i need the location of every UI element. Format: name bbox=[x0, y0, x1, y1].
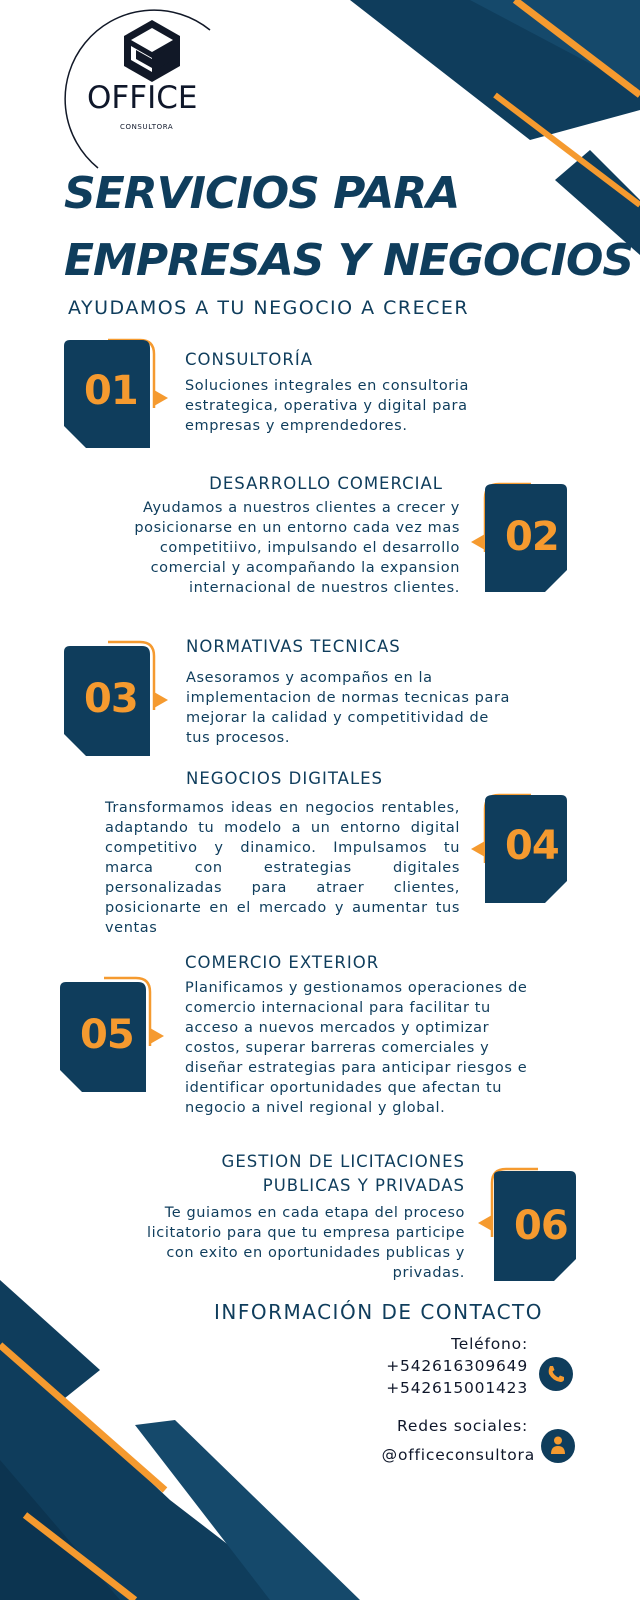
phone-number-2[interactable]: +542615001423 bbox=[386, 1379, 528, 1397]
service-badge-02 bbox=[465, 482, 585, 602]
service-number: 03 bbox=[84, 676, 138, 722]
service-title-03: NORMATIVAS TECNICAS bbox=[186, 637, 401, 656]
brand-tagline: CONSULTORA bbox=[120, 123, 174, 131]
service-badge-06 bbox=[472, 1167, 592, 1287]
service-badge-01 bbox=[62, 338, 182, 458]
contact-title: INFORMACIÓN DE CONTACTO bbox=[214, 1300, 543, 1324]
service-title-04: NEGOCIOS DIGITALES bbox=[186, 769, 384, 788]
service-number: 01 bbox=[84, 368, 138, 414]
social-label: Redes sociales: bbox=[396, 1417, 528, 1435]
social-handle[interactable]: @officeconsultora bbox=[381, 1446, 535, 1464]
phone-number-1[interactable]: +542616309649 bbox=[386, 1357, 528, 1375]
brand-name: OFFICE bbox=[87, 80, 198, 116]
service-text-01: Soluciones integrales en consultoria estrategica, operativa y digital para empresas y emprendedores. bbox=[185, 378, 469, 434]
service-text-06: Te guiamos en cada etapa del proceso licitatorio para que tu empresa participe con exito en oportunidades publicas y privadas. bbox=[147, 1205, 465, 1281]
service-badge-05 bbox=[58, 976, 178, 1096]
arrow-right-icon bbox=[150, 1028, 164, 1044]
service-badge-03 bbox=[62, 640, 182, 760]
arrow-right-icon bbox=[154, 692, 168, 708]
service-number: 02 bbox=[505, 514, 559, 560]
service-text-05: Planificamos y gestionamos operaciones de comercio internacional para facilitar tu acceso a nuevos mercados y optimizar costos, superar barreras comerciales y diseñar estrategias para anticipar riesgos e identificar oportunidades que afectan tu negocio a nivel regional y global. bbox=[185, 980, 528, 1116]
service-number: 05 bbox=[80, 1012, 134, 1058]
service-title-02: DESARROLLO COMERCIAL bbox=[209, 474, 443, 493]
service-title-05: COMERCIO EXTERIOR bbox=[185, 953, 380, 972]
service-text-04: Transformamos ideas en negocios rentables, adaptando tu modelo a un entorno digital competitivo y dinamico. Impulsamos tu marca con estrategias digitales personalizadas para atraer clientes, posicionarte en el mercado y aumentar tus ventas bbox=[105, 800, 460, 936]
page-title-line2: EMPRESAS Y NEGOCIOS bbox=[64, 235, 634, 286]
arrow-left-icon bbox=[471, 841, 485, 857]
service-text-02: Ayudamos a nuestros clientes a crecer y posicionarse en un entorno cada vez mas competitiivo, impulsando el desarrollo comercial y acompañando la expansion internacional de nuestros clientes. bbox=[134, 500, 460, 596]
service-title-01: CONSULTORÍA bbox=[185, 350, 314, 369]
person-icon bbox=[541, 1429, 575, 1463]
service-title-06-line1: GESTION DE LICITACIONES bbox=[221, 1152, 465, 1171]
service-number: 04 bbox=[505, 823, 559, 869]
service-badge-04 bbox=[465, 793, 585, 913]
service-text-03: Asesoramos y acompaños en la implementacion de normas tecnicas para mejorar la calidad y competitividad de tus procesos. bbox=[186, 670, 511, 746]
phone-label: Teléfono: bbox=[451, 1335, 528, 1353]
arrow-right-icon bbox=[154, 390, 168, 406]
page-subtitle: AYUDAMOS A TU NEGOCIO A CRECER bbox=[68, 297, 470, 319]
service-number: 06 bbox=[514, 1203, 568, 1249]
page-title-line1: SERVICIOS PARA bbox=[64, 168, 460, 219]
phone-icon bbox=[539, 1357, 573, 1391]
service-title-06-line2: PUBLICAS Y PRIVADAS bbox=[262, 1176, 465, 1195]
arrow-left-icon bbox=[471, 534, 485, 550]
arrow-left-icon bbox=[478, 1215, 492, 1231]
